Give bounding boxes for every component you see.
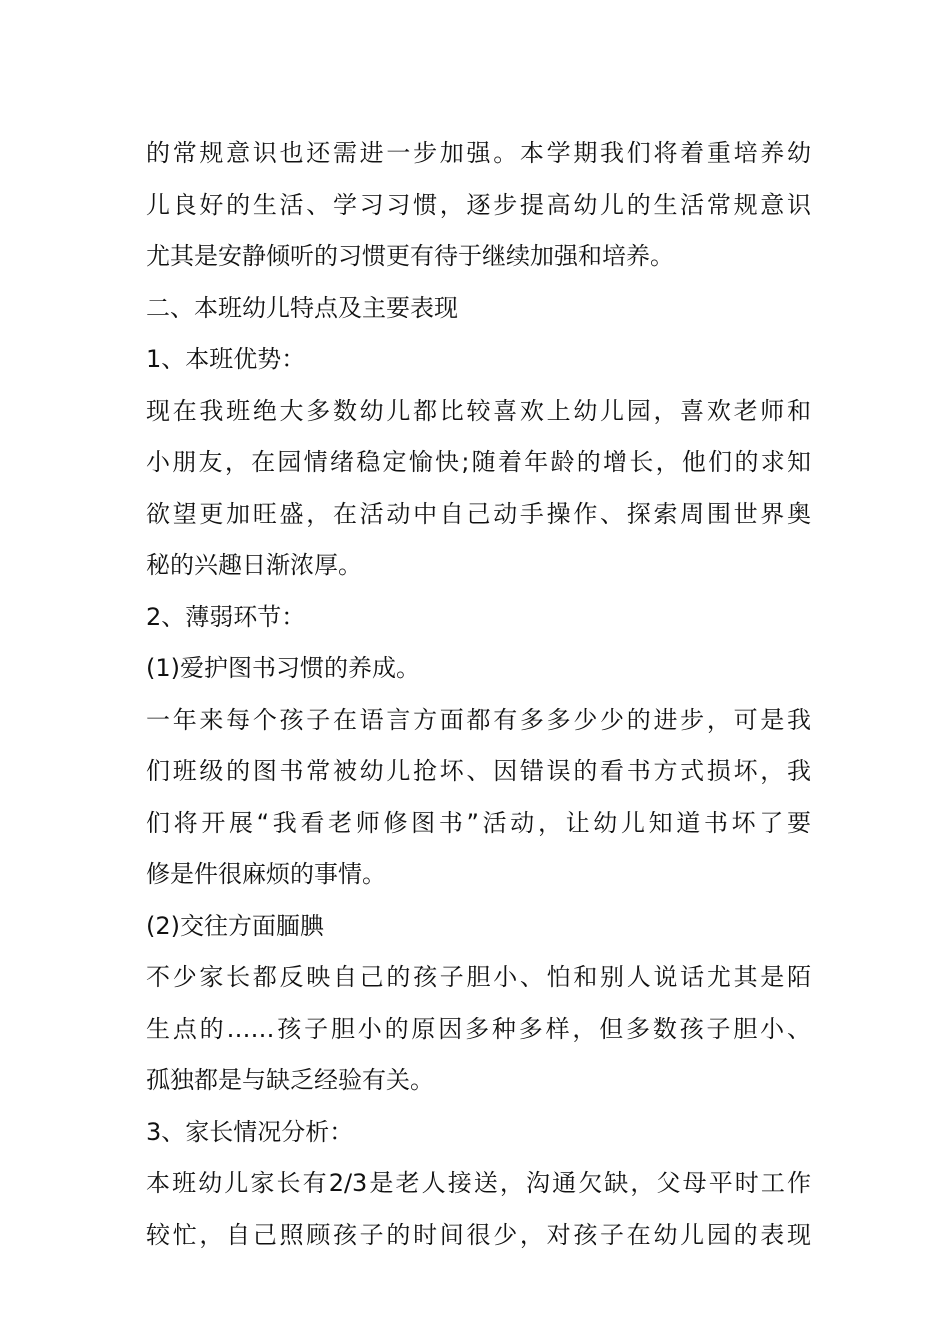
text-line-6: 现在我班绝大多数幼儿都比较喜欢上幼儿园，喜欢老师和	[146, 396, 811, 425]
text-line-17: 不少家长都反映自己的孩子胆小、怕和别人说话尤其是陌	[146, 963, 811, 991]
text-line-15: 修是件很麻烦的事情。	[146, 860, 386, 888]
body-text	[146, 128, 811, 1261]
item-1-heading: (1)爱护图书习惯的养成。	[146, 654, 420, 682]
subheading-advantages: 1、本班优势：	[146, 345, 306, 373]
item-2-heading: (2)交往方面腼腆	[146, 911, 324, 940]
text-line-14: 们将开展“我看老师修图书”活动，让幼儿知道书坏了要	[146, 808, 811, 837]
text-line-8: 欲望更加旺盛，在活动中自己动手操作、探索周围世界奥	[146, 499, 811, 528]
subheading-parents: 3、家长情况分析：	[146, 1117, 354, 1146]
section-heading: 二、本班幼儿特点及主要表现	[146, 293, 458, 322]
text-line-1: 的常规意识也还需进一步加强。本学期我们将着重培养幼	[146, 139, 811, 167]
text-line-13: 们班级的图书常被幼儿抢坏、因错误的看书方式损坏，我	[146, 757, 811, 785]
text-line-22: 较忙，自己照顾孩子的时间很少，对孩子在幼儿园的表现	[146, 1220, 811, 1249]
text-line-3: 尤其是安静倾听的习惯更有待于继续加强和培养。	[146, 242, 674, 270]
text-line-9: 秘的兴趣日渐浓厚。	[146, 551, 362, 579]
text-line-12: 一年来每个孩子在语言方面都有多多少少的进步，可是我	[146, 705, 811, 734]
text-line-18: 生点的……孩子胆小的原因多种多样，但多数孩子胆小、	[146, 1014, 811, 1043]
text-line-2: 儿良好的生活、学习习惯，逐步提高幼儿的生活常规意识	[146, 190, 811, 219]
text-line-19: 孤独都是与缺乏经验有关。	[146, 1066, 434, 1094]
subheading-weak-points: 2、薄弱环节：	[146, 602, 306, 631]
text-line-7: 小朋友，在园情绪稳定愉快;随着年龄的增长，他们的求知	[146, 448, 811, 476]
text-line-21: 本班幼儿家长有2/3是老人接送，沟通欠缺，父母平时工作	[146, 1169, 811, 1197]
